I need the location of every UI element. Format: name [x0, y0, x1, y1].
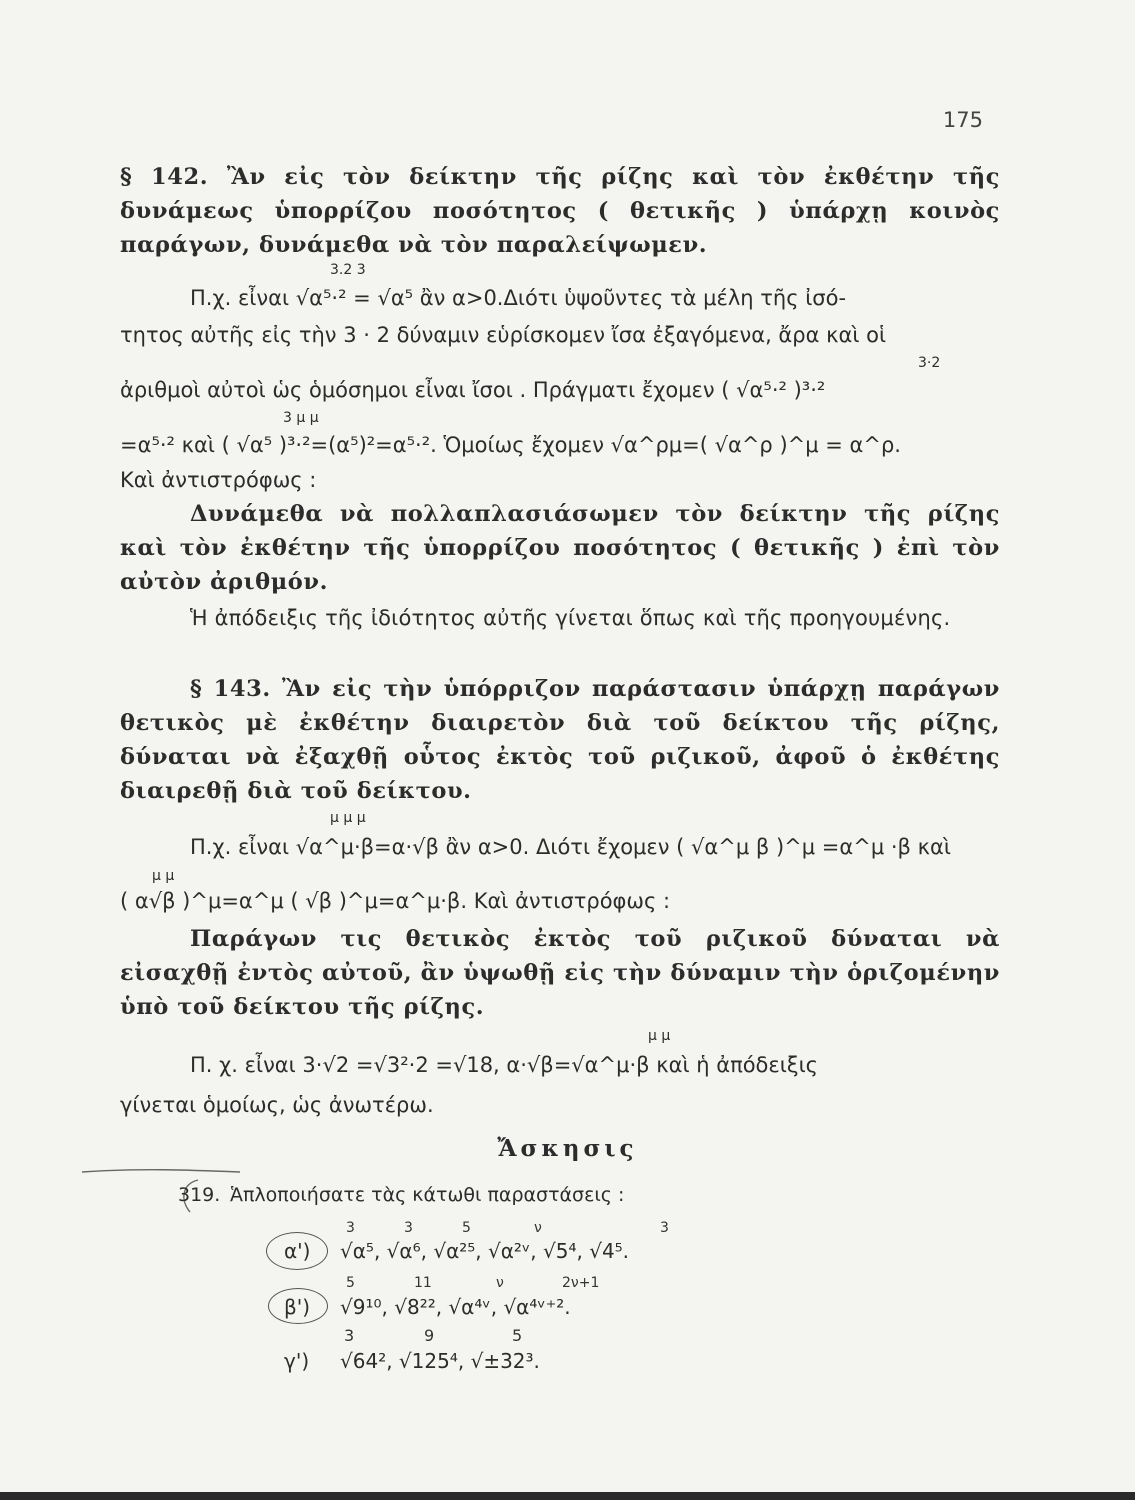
proof-142: Ἡ ἀπόδειξις τῆς ἰδιότητος αὐτῆς γίνεται ὅπως καὶ τῆς προηγουμένης.	[190, 606, 951, 630]
ex143b-line1-indices: μ μ	[648, 1028, 671, 1044]
part-b-items: √9¹⁰, √8²², √α⁴ᵛ, √α⁴ᵛ⁺².	[340, 1295, 571, 1319]
ex143b-line2: γίνεται ὁμοίως, ὡς ἀνωτέρω.	[120, 1093, 434, 1117]
exercises-heading: Ἄσκησις	[497, 1135, 638, 1162]
b-index-4: 2ν+1	[562, 1275, 600, 1291]
scan-edge	[0, 1492, 1135, 1500]
part-c-items: √64², √125⁴, √±32³.	[340, 1349, 540, 1373]
b-index-1: 5	[346, 1275, 355, 1291]
ex142-line3-index: 3·2	[918, 355, 941, 371]
exercise-number: 319.	[178, 1184, 221, 1206]
c-index-1: 3	[344, 1326, 355, 1345]
ex142-line1-indices: 3.2 3	[330, 262, 366, 278]
c-index-2: 9	[424, 1326, 435, 1345]
b-index-3: ν	[496, 1275, 504, 1291]
ex143b-line1: Π. χ. εἶναι 3·√2 =√3²·2 =√18, α·√β=√α^μ·β καὶ ἡ ἀπόδειξις	[190, 1053, 819, 1077]
ex142-line3: ἀριθμοὶ αὐτοὶ ὡς ὁμόσημοι εἶναι ἴσοι . Πράγματι ἔχομεν ( √α⁵·² )³·²	[120, 378, 826, 402]
ex142-line2: τητος αὐτῆς εἰς τὴν 3 · 2 δύναμιν εὑρίσκομεν ἴσα ἐξαγόμενα, ἄρα καὶ οἱ	[120, 323, 887, 347]
a-index-2: 3	[404, 1220, 413, 1236]
a-index-4: ν	[534, 1220, 542, 1236]
theorem-143: Παράγων τις θετικὸς ἐκτὸς τοῦ ριζικοῦ δύναται νὰ εἰσαχθῇ ἐντὸς αὐτοῦ, ἂν ὑψωθῇ εἰς τὴν δύναμιν τὴν ὁριζομένην ὑπὸ τοῦ δείκτου τῆς ρίζης.	[120, 926, 1000, 1020]
page-number: 175	[942, 108, 983, 132]
exercise-prompt: Ἁπλοποιήσατε τὰς κάτωθι παραστάσεις :	[230, 1184, 625, 1206]
ex143-line1: Π.χ. εἶναι √α^μ·β=α·√β ἂν α>0. Διότι ἔχομεν ( √α^μ β )^μ =α^μ ·β καὶ	[190, 835, 951, 859]
ex142-line4: =α⁵·² καὶ ( √α⁵ )³·²=(α⁵)²=α⁵·². Ὁμοίως ἔχομεν √α^ρμ=( √α^ρ )^μ = α^ρ.	[120, 433, 901, 457]
ex142-line5: Καὶ ἀντιστρόφως :	[120, 468, 317, 492]
a-index-3: 5	[462, 1220, 471, 1236]
section-143-statement: § 143. Ἂν εἰς τὴν ὑπόρριζον παράστασιν ὑπάρχῃ παράγων θετικὸς μὲ ἐκθέτην διαιρετὸν διὰ τοῦ δείκτου τῆς ρίζης, δύναται νὰ ἐξαχθῇ οὗτος ἐκτὸς τοῦ ριζικοῦ, ἀφοῦ ὁ ἐκθέτης διαιρεθῇ διὰ τοῦ δείκτου.	[120, 676, 1000, 804]
part-a-label: α')	[284, 1239, 311, 1263]
ex142-line4-indices: 3 μ μ	[283, 410, 319, 426]
a-index-5: 3	[660, 1220, 669, 1236]
ex143-line2-indices: μ μ	[152, 868, 175, 884]
ex142-line1: Π.χ. εἶναι √α⁵·² = √α⁵ ἂν α>0.Διότι ὑψοῦντες τὰ μέλη τῆς ἰσό-	[190, 286, 847, 310]
b-index-2: 11	[414, 1275, 432, 1291]
section-142-statement: § 142. Ἂν εἰς τὸν δείκτην τῆς ρίζης καὶ τὸν ἐκθέτην τῆς δυνάμεως ὑπορρίζου ποσότητος ( θετικῆς ) ὑπάρχῃ κοινὸς παράγων, δυνάμεθα νὰ τὸν παραλείψωμεν.	[120, 164, 1000, 258]
part-b-label: β')	[284, 1295, 311, 1319]
part-a-items: √α⁵, √α⁶, √α²⁵, √α²ᵛ, √5⁴, √4⁵.	[340, 1239, 630, 1263]
ex143-line2: ( α√β )^μ=α^μ ( √β )^μ=α^μ·β. Καὶ ἀντιστρόφως :	[120, 889, 671, 913]
c-index-3: 5	[512, 1326, 523, 1345]
theorem-142: Δυνάμεθα νὰ πολλαπλασιάσωμεν τὸν δείκτην τῆς ρίζης καὶ τὸν ἐκθέτην τῆς ὑπορρίζου ποσότητος ( θετικῆς ) ἐπὶ τὸν αὐτὸν ἀριθμόν.	[120, 501, 1000, 595]
ex143-line1-indices: μ μ μ	[330, 810, 366, 826]
a-index-1: 3	[346, 1220, 355, 1236]
part-c-label: γ')	[284, 1349, 310, 1373]
